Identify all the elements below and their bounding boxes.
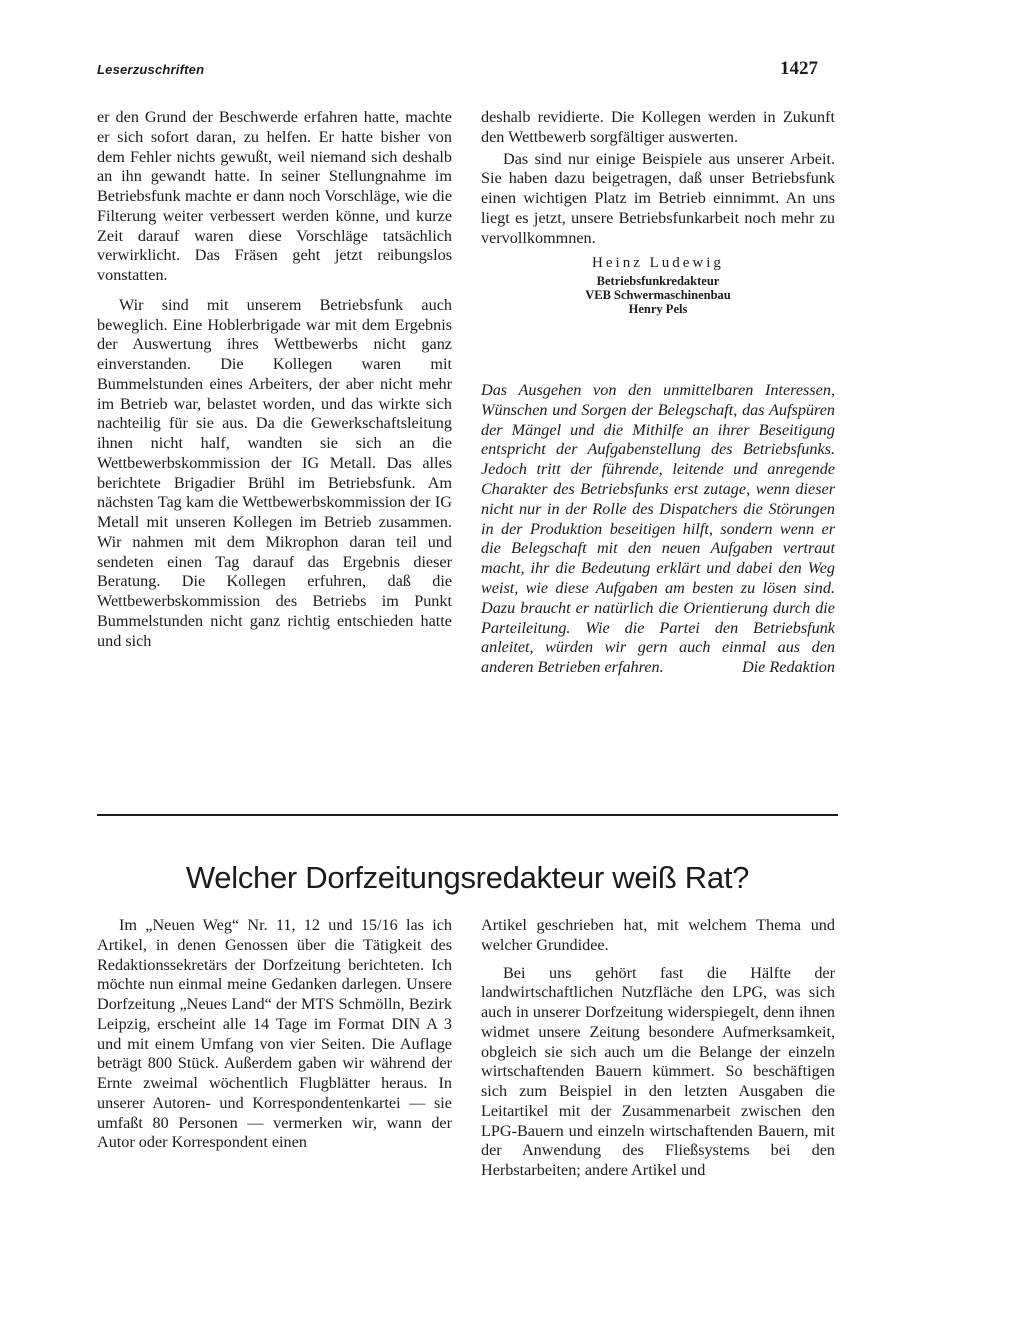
running-head: Leserzuschriften <box>97 62 205 77</box>
letter-signature <box>481 252 835 316</box>
paragraph: Wir sind mit unserem Betriebsfunk auch beweglich. Eine Hoblerbrigade war mit dem Ergebnis der Auswertung ihres Wettbewerbs nicht ganz einverstanden. Die Kollegen waren mit Bummelstunden eines Arbeiters, der aber nicht mehr im Betrieb war, belastet worden, und das wirkte sich nachteilig für sie aus. Da die Gewerkschaftsleitung ihnen nicht half, wandten sie sich an die Wettbewerbskommission der IG Metall. Das alles berichtete Brigadier Brühl im Betriebsfunk. Am nächsten Tag kam die Wettbewerbskommission der IG Metall mit unseren Kollegen im Betrieb zusammen. Wir nahmen mit dem Mikrophon daran teil und sendeten einen Tag darauf das Ergebnis dieser Beratung. Die Kollegen erfuhren, daß die Wettbewerbskommission des Betriebs im Punkt Bummelstunden nicht ganz richtig entschieden hatte und sich <box>97 295 452 650</box>
article-left-column <box>97 916 452 1153</box>
paragraph: Das sind nur einige Beispiele aus unserer Arbeit. Sie haben dazu beigetragen, daß unser Betriebsfunk einen wichtigen Platz im Betrieb einnimmt. An uns liegt es jetzt, unsere Betriebsfunkarbeit noch mehr zu vervollkommnen. <box>481 149 835 247</box>
article-headline: Welcher Dorfzeitungsredakteur weiß Rat? <box>185 860 750 895</box>
paragraph: er den Grund der Beschwerde erfahren hatte, machte er sich sofort daran, zu helfen. Er hatte bisher von dem Fehler nichts gewußt, weil niemand sich deshalb an ihn gewandt hatte. In seiner Stellungnahme im Betriebsfunk machte er dann noch Vorschläge, wie die Filterung weiter verbessert werden könne, und kurze Zeit darauf waren diese Vorschläge tatsächlich verwirklicht. Das Fräsen geht jetzt reibungslos vonstatten. <box>97 108 452 284</box>
top-left-column <box>97 108 452 651</box>
article-right-column <box>481 916 835 1181</box>
page-number: 1427 <box>780 58 818 79</box>
signature-org: VEB Schwermaschinenbau <box>585 288 731 303</box>
editorial-signature: Die Redaktion <box>741 658 835 677</box>
paragraph: Im „Neuen Weg“ Nr. 11, 12 und 15/16 las ich Artikel, in denen Genossen über die Tätigkeit des Redaktionssekretärs der Dorfzeitung berichteten. Ich möchte nun einmal meine Gedanken darlegen. Unsere Dorfzeitung „Neues Land“ der MTS Schmölln, Bezirk Leipzig, erscheint alle 14 Tage im Format DIN A 3 und mit einem Umfang von vier Seiten. Die Auflage beträgt 800 Stück. Außerdem gaben wir während der Ernte zweimal wöchentlich Flugblätter heraus. In unserer Autoren- und Korrespondentenkartei — sie umfaßt 80 Personen — vermerken wir, wann der Autor oder Korrespondent einen <box>97 916 452 1152</box>
top-right-column <box>481 108 835 316</box>
paragraph: Artikel geschrieben hat, mit welchem Thema und welcher Grundidee. <box>481 916 835 954</box>
section-divider <box>97 814 838 816</box>
paragraph: deshalb revidierte. Die Kollegen werden in Zukunft den Wettbewerb sorgfältiger auswerten. <box>481 108 835 146</box>
editorial-text: Das Ausgehen von den unmittelbaren Interessen, Wünschen und Sorgen der Belegschaft, das Aufspüren der Mängel und die Mithilfe an ihrer Beseitigung entspricht der Aufgabenstellung des Betriebsfunks. Jedoch tritt der führende, leitende und anregende Charakter des Betriebsfunks erst zutage, wenn dieser nicht nur in der Rolle des Dispatchers die Störungen in der Produktion beseitigen hilft, sondern wenn er die Belegschaft mit den neuen Aufgaben vertraut macht, ihr die Bedeutung erklärt und dabei den Weg weist, wie diese Aufgaben am besten zu lösen sind. Dazu braucht er natürlich die Orientierung durch die Parteileitung. Wie die Partei den Betriebsfunk anleitet, würden wir gern auch einmal aus den anderen Betrieben erfahren. <box>481 381 835 677</box>
signature-place: Henry Pels <box>628 302 688 317</box>
paragraph: Bei uns gehört fast die Hälfte der landwirtschaftlichen Nutzfläche den LPG, was sich auch in unserer Dorfzeitung widerspiegelt, denn ihnen widmet unsere Zeitung besondere Aufmerksamkeit, obgleich sie sich auch um die Belange der einzeln wirtschaftenden Bauern kümmert. So beschäftigen sich zum Beispiel in den letzten Ausgaben die Leitartikel mit der Zusammenarbeit zwischen den LPG-Bauern und einzeln wirtschaftenden Bauern, mit der Anwendung des Fließsystems bei den Herbstarbeiten; andere Artikel und <box>481 963 835 1179</box>
signature-name: Heinz Ludewig <box>592 255 724 272</box>
editorial-note <box>481 381 835 678</box>
signature-role: Betriebsfunkredakteur <box>596 274 720 289</box>
